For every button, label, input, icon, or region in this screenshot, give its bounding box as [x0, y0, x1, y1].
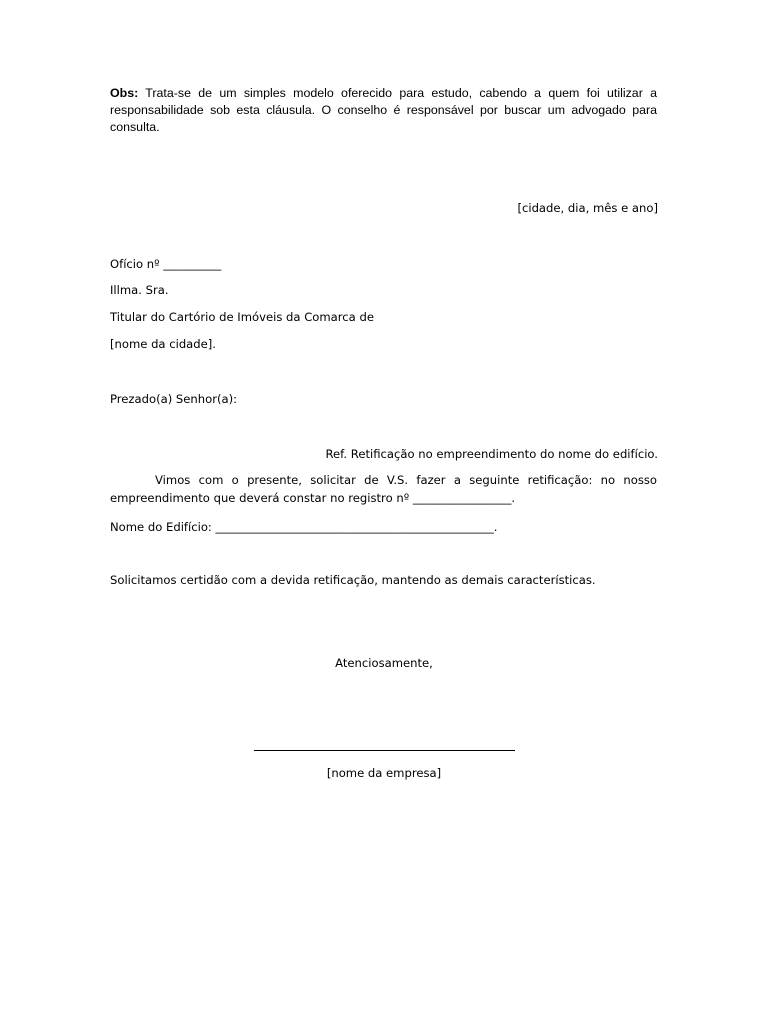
- greeting: Prezado(a) Senhor(a):: [110, 392, 238, 406]
- salutation-title: Illma. Sra.: [110, 283, 169, 297]
- recipient-line: Titular do Cartório de Imóveis da Comarca de: [110, 310, 374, 324]
- obs-note: [110, 85, 657, 136]
- signature-line: [254, 750, 515, 751]
- obs-label: Obs:: [110, 86, 139, 100]
- reference-line: Ref. Retificação no empreendimento do nome do edifício.: [325, 447, 658, 461]
- closing: Atenciosamente,: [335, 656, 433, 670]
- obs-text: Trata-se de um simples modelo oferecido para estudo, cabendo a quem foi utilizar a responsabilidade sob esta cláusula. O conselho é responsável por buscar um advogado para consulta.: [110, 86, 657, 134]
- city-placeholder: [nome da cidade].: [110, 337, 216, 351]
- date-placeholder: [cidade, dia, mês e ano]: [517, 201, 658, 215]
- company-placeholder: [nome da empresa]: [326, 766, 442, 780]
- oficio-number: Ofício nº __________: [110, 257, 222, 271]
- building-name-line: Nome do Edifício: ________________________________________________.: [110, 520, 498, 534]
- body-paragraph: Vimos com o presente, solicitar de V.S. fazer a seguinte retificação: no nosso empreendimento que deverá constar no registro nº _________________.: [110, 473, 657, 505]
- request-line: Solicitamos certidão com a devida retificação, mantendo as demais características.: [110, 573, 596, 587]
